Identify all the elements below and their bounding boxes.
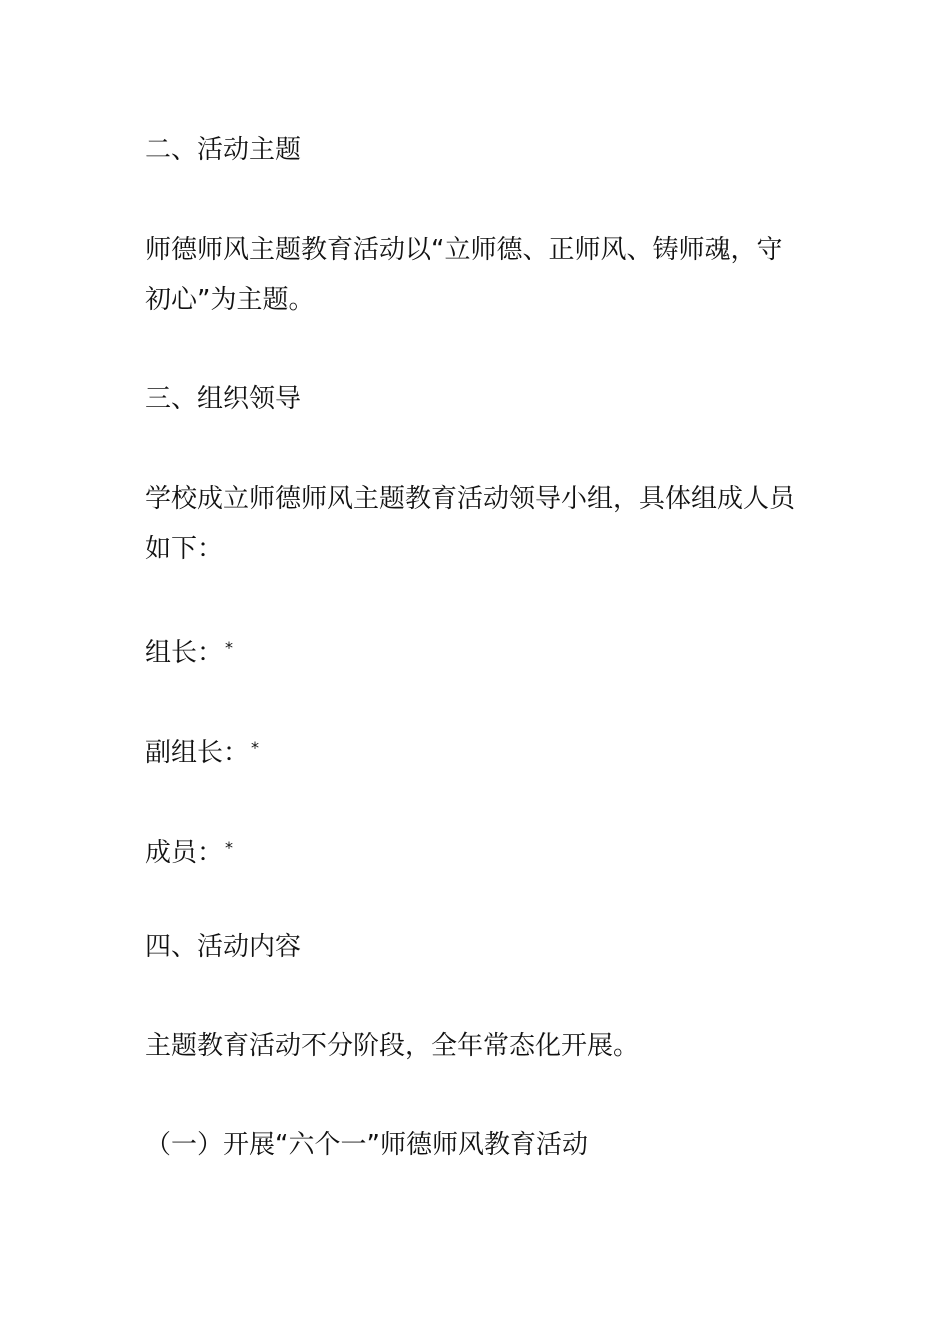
organization-paragraph [145,474,815,574]
deputy-leader-line [145,723,815,778]
section-heading-content: 四、活动内容 [145,932,302,962]
deputy-leader-value: * [251,738,260,757]
members-line [145,823,815,878]
leader-label: 组长： [145,638,224,668]
organization-paragraph-line-2: 如下： [145,534,224,564]
deputy-leader-label: 副组长： [145,738,250,768]
organization-paragraph-line-1: 学校成立师德师风主题教育活动领导小组，具体组成人员 [145,484,796,514]
content-paragraph: 主题教育活动不分阶段，全年常态化开展。 [145,1031,640,1061]
theme-paragraph-line-2: 初心”为主题。 [145,285,315,315]
section-heading-theme: 二、活动主题 [145,135,302,165]
theme-paragraph-line-1: 师德师风主题教育活动以“立师德、正师风、铸师魂，守 [145,235,783,265]
leader-line [145,623,815,678]
theme-paragraph [145,225,815,325]
leader-value: * [225,638,234,657]
members-label: 成员： [145,838,224,868]
subsection-heading-six-ones: （一）开展“六个一”师德师风教育活动 [145,1130,588,1160]
members-value: * [225,838,234,857]
section-heading-organization: 三、组织领导 [145,384,302,414]
